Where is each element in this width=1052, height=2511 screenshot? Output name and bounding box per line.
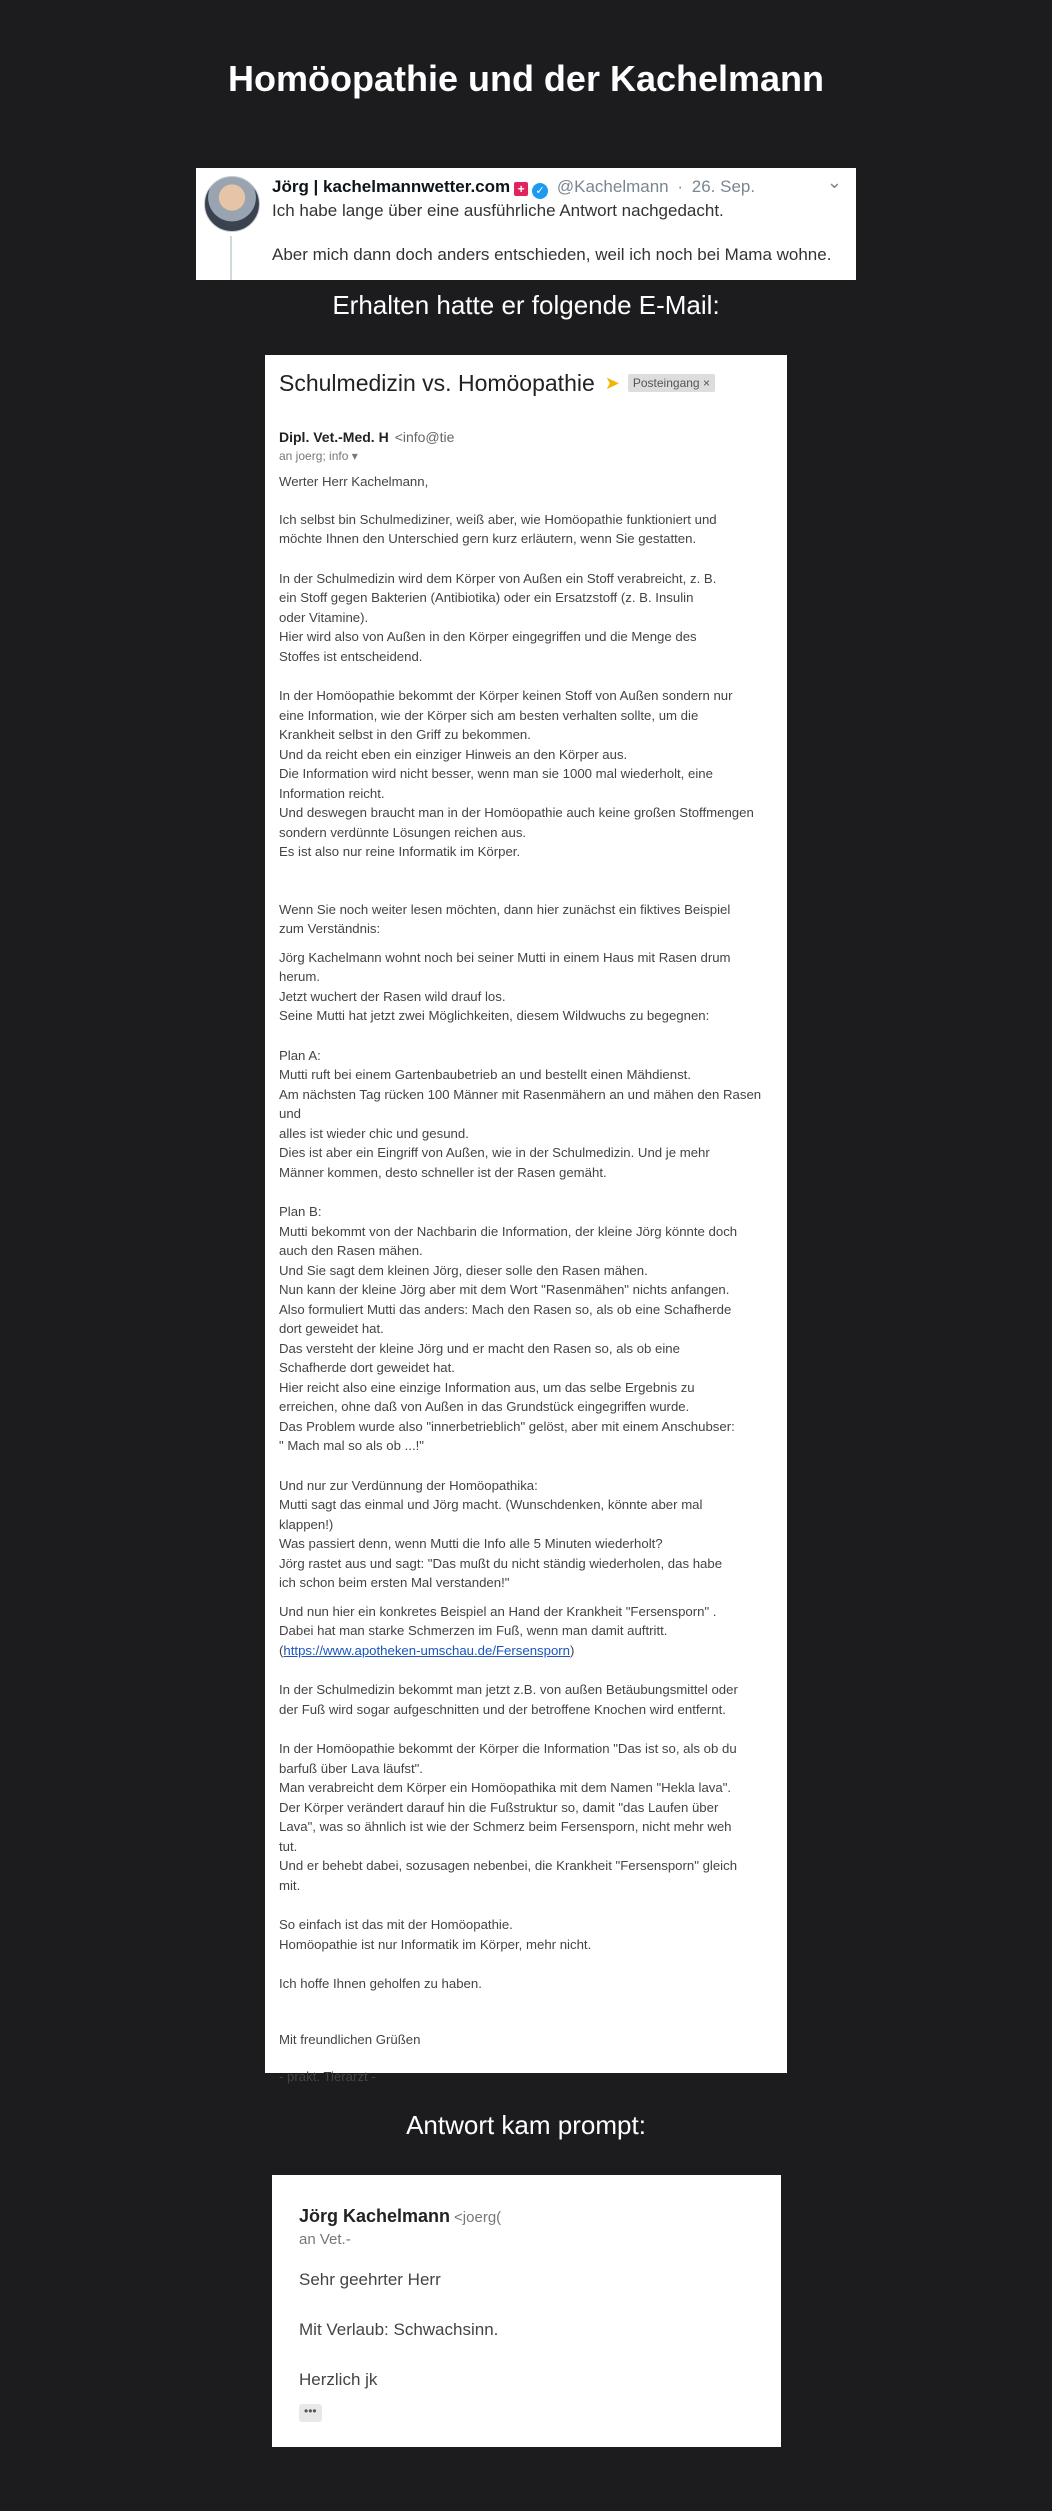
tweet-card[interactable]	[196, 168, 856, 280]
email-paragraph: Mit freundlichen Grüßen	[279, 2031, 421, 2047]
reply-sender-name[interactable]: Jörg Kachelmann	[299, 2206, 451, 2226]
reply-card	[272, 2175, 781, 2447]
label-chip[interactable]	[628, 374, 715, 392]
email-paragraph: Jörg Kachelmann wohnt noch bei seiner Mutti in einem Haus mit Rasen drum herum. Jetzt wuchert der Rasen wild drauf los. Seine Mutti hat jetzt zwei Möglichkeiten, diesem Wildwuchs zu begegnen:	[279, 949, 731, 1023]
reply-sender-email: <joerg(	[454, 2209, 502, 2226]
reply-recipients[interactable]: an Vet.-	[299, 2231, 351, 2248]
email-paragraph: In der Homöopathie bekommt der Körper keinen Stoff von Außen sondern nur eine Information, wie der Körper sich am besten verhalten sollte, um die Krankheit selbst in den Griff zu bekommen. Und da reicht eben ein einziger Hinweis an den Körper aus. Die Information wird nicht besser, wenn man sie 1000 mal wiederholt, eine Information reicht. Und deswegen braucht man in der Homöopathie auch keine großen Stoffmengen sondern verdünnte Lösungen reichen aus. Es ist also nur reine Informatik im Körper.	[279, 688, 754, 859]
link-paren-open: (	[279, 1642, 284, 1658]
tweet-separator: ·	[677, 177, 684, 196]
tweet-header	[272, 177, 755, 199]
sender-name[interactable]: Dipl. Vet.-Med. H	[279, 429, 389, 445]
avatar[interactable]	[204, 176, 260, 232]
swiss-flag-icon: +	[514, 182, 528, 196]
show-trimmed-content-button[interactable]: •••	[299, 2404, 322, 2422]
reply-signoff: Herzlich jk	[299, 2370, 378, 2389]
email-paragraph: Plan A: Mutti ruft bei einem Gartenbaubetrieb an und bestellt einen Mähdienst. Am nächsten Tag rücken 100 Männer mit Rasenmähern an und mähen den Rasen und alles ist wieder chic und gesund. Dies ist aber ein Eingriff von Außen, wie in der Schulmedizin. Und je mehr Männer kommen, desto schneller ist der Rasen gemäht.	[279, 1047, 762, 1180]
email-paragraph: Ich selbst bin Schulmediziner, weiß aber, wie Homöopathie funktioniert und möchte Ihnen den Unterschied gern kurz erläutern, wenn Sie gestatten.	[279, 511, 717, 546]
email-card	[265, 355, 787, 2084]
email-body	[279, 472, 779, 2087]
email-sender	[279, 429, 454, 445]
importance-marker-icon[interactable]: ➤	[604, 373, 620, 393]
email-paragraph: - prakt. Tierarzt -	[279, 2069, 376, 2084]
reply-message: Mit Verlaub: Schwachsinn.	[299, 2320, 499, 2339]
fersensporn-link[interactable]: https://www.apotheken-umschau.de/Fersensporn	[283, 1642, 571, 1658]
reply-salutation: Sehr geehrter Herr	[299, 2270, 441, 2289]
email-paragraph: Wenn Sie noch weiter lesen möchten, dann hier zunächst ein fiktives Beispiel zum Verständnis:	[279, 901, 731, 936]
email-paragraph: Plan B: Mutti bekommt von der Nachbarin die Information, der kleine Jörg könnte doch auch den Rasen mähen. Und Sie sagt dem kleinen Jörg, dieser solle den Rasen mähen. Nun kann der kleine Jörg aber mit dem Wort "Rasenmähen" nichts anfangen. Also formuliert Mutti das anders: Mach den Rasen so, als ob eine Schafherde dort geweidet hat. Das versteht der kleine Jörg und er macht den Rasen so, als ob eine Schafherde dort geweidet hat. Hier reicht also eine einzige Information aus, um das selbe Ergebnis zu erreichen, ohne daß von Außen in das Grundstück eingegriffen wurde. Das Problem wurde also "innerbetrieblich" gelöst, aber mit einem Anschubser: " Mach mal so als ob ...!"	[279, 1204, 738, 1453]
email-paragraph: Ich hoffe Ihnen geholfen zu haben.	[279, 1976, 482, 1991]
page-title: Homöopathie und der Kachelmann	[227, 58, 825, 99]
tweet-handle[interactable]: @Kachelmann	[556, 177, 669, 196]
caption-email: Erhalten hatte er folgende E-Mail:	[332, 290, 720, 320]
email-paragraph: So einfach ist das mit der Homöopathie. Homöopathie ist nur Informatik im Körper, mehr nicht.	[279, 1917, 592, 1952]
email-paragraph: In der Schulmedizin wird dem Körper von Außen ein Stoff verabreicht, z. B. ein Stoff gegen Bakterien (Antibiotika) oder ein Ersatzstoff (z. B. Insulin oder Vitamine). Hier wird also von Außen in den Körper eingegriffen und die Menge des Stoffes ist entscheidend.	[279, 570, 717, 664]
thread-line	[230, 236, 232, 280]
verified-icon: ✓	[532, 183, 548, 199]
email-recipients[interactable]	[279, 449, 358, 463]
email-link-line	[279, 1641, 779, 1661]
tweet-text-line: Aber mich dann doch anders entschieden, weil ich noch bei Mama wohne.	[272, 245, 832, 264]
label-text: Posteingang	[632, 376, 700, 390]
link-paren-close: )	[570, 1642, 575, 1658]
recipients-text: an joerg; info	[279, 449, 349, 463]
email-paragraph: Und nun hier ein konkretes Beispiel an Hand der Krankheit "Fersensporn" . Dabei hat man starke Schmerzen im Fuß, wenn man damit auftritt.	[279, 1603, 717, 1638]
tweet-date[interactable]: 26. Sep.	[691, 177, 756, 196]
email-paragraph: In der Schulmedizin bekommt man jetzt z.B. von außen Betäubungsmittel oder der Fuß wird sogar aufgeschnitten und der betroffene Knochen wird entfernt.	[279, 1682, 738, 1717]
email-paragraph: In der Homöopathie bekommt der Körper die Information "Das ist so, als ob du barfuß über Lava läufst". Man verabreicht dem Körper ein Homöopathika mit dem Namen "Hekla lava". Der Körper verändert darauf hin die Fußstruktur so, damit "das Laufen über Lava", was so ähnlich ist wie der Schmerz beim Fersensporn, nicht mehr weh tut. Und er behebt dabei, sozusagen nebenbei, die Krankheit "Fersensporn" gleich mit.	[279, 1741, 738, 1893]
email-paragraph: Werter Herr Kachelmann,	[279, 474, 429, 489]
caption-reply: Antwort kam prompt:	[406, 2110, 646, 2140]
email-subject: Schulmedizin vs. Homöopathie	[279, 370, 595, 396]
tweet-display-name[interactable]: Jörg | kachelmannwetter.com	[272, 177, 511, 196]
tweet-text-line: Ich habe lange über eine ausführliche Antwort nachgedacht.	[272, 201, 724, 220]
caret-down-icon[interactable]: ▾	[351, 449, 358, 463]
sender-email: <info@tie	[394, 429, 455, 445]
close-icon[interactable]: ×	[702, 376, 710, 390]
chevron-down-icon[interactable]: ⌄	[826, 172, 842, 192]
email-paragraph: Und nur zur Verdünnung der Homöopathika: Mutti sagt das einmal und Jörg macht. (Wunschdenken, könnte aber mal klappen!) Was passiert denn, wenn Mutti die Info alle 5 Minuten wiederholt? Jörg rastet aus und sagt: "Das mußt du nicht ständig wiederholen, das habe ich schon beim ersten Mal verstanden!"	[279, 1477, 723, 1590]
email-subject-row	[279, 370, 715, 397]
reply-sender	[299, 2206, 501, 2227]
